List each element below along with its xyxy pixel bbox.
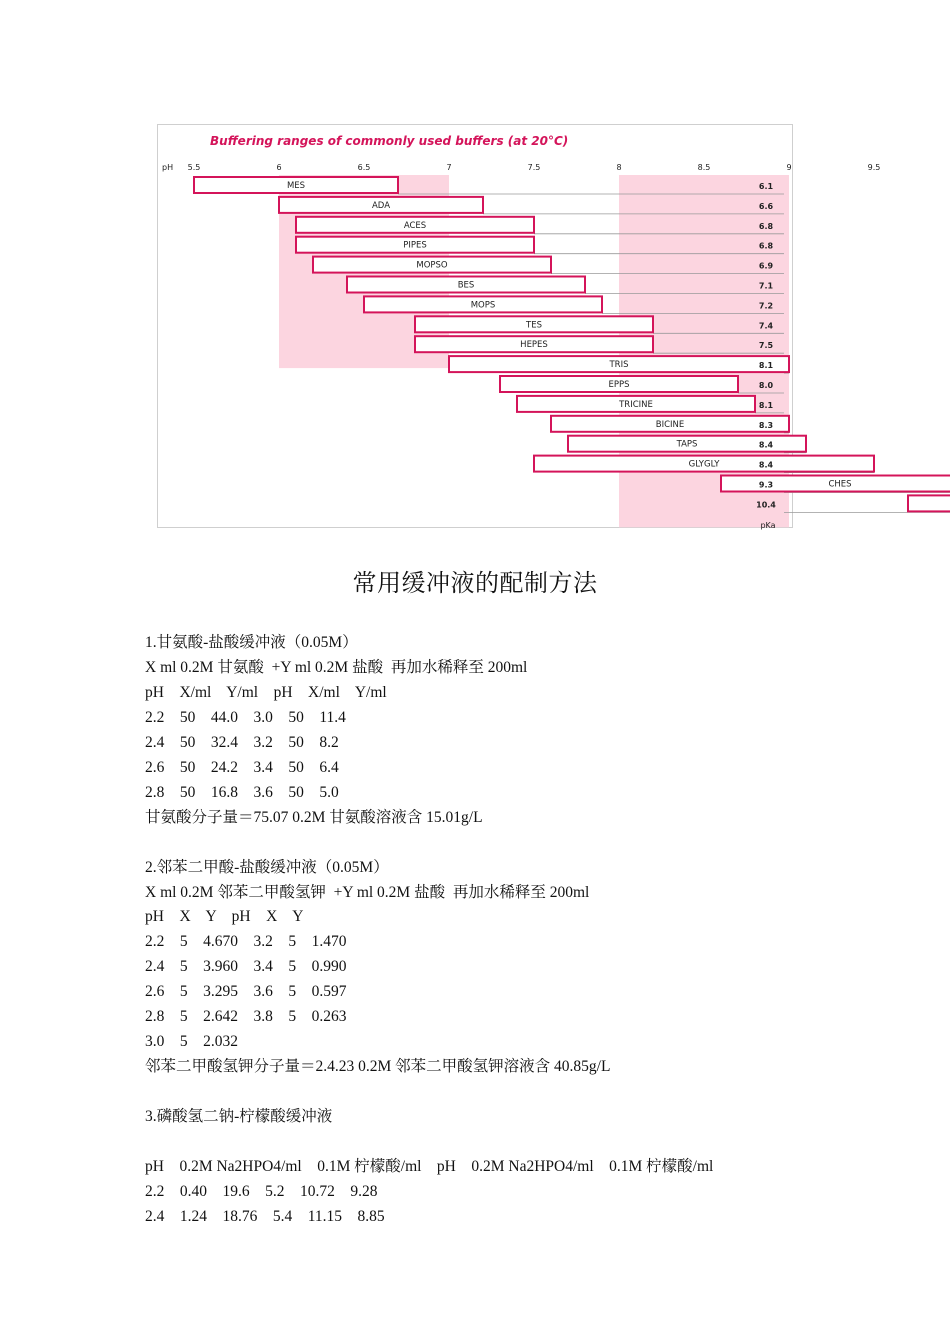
buffer-label: CHES bbox=[828, 479, 852, 490]
ph-tick-label: 7 bbox=[446, 163, 452, 172]
document-line: 2.8 50 16.8 3.6 50 5.0 bbox=[145, 783, 339, 801]
document-line: X ml 0.2M 甘氨酸 +Y ml 0.2M 盐酸 再加水稀释至 200ml bbox=[145, 658, 528, 676]
buffer-label: MOPS bbox=[470, 300, 496, 311]
pka-value: 8.3 bbox=[758, 420, 774, 430]
document-line: pH 0.2M Na2HPO4/ml 0.1M 柠檬酸/ml pH 0.2M Na2HPO4/ml 0.1M 柠檬酸/ml bbox=[145, 1157, 714, 1175]
ph-tick-label: 8 bbox=[616, 163, 622, 172]
document-line: 2.4 1.24 18.76 5.4 11.15 8.85 bbox=[145, 1207, 385, 1225]
ph-axis-label: pH bbox=[162, 163, 174, 172]
document-line: 甘氨酸分子量＝75.07 0.2M 甘氨酸溶液含 15.01g/L bbox=[145, 808, 483, 826]
buffer-range-bar bbox=[908, 495, 950, 511]
document-line: 2.2 5 4.670 3.2 5 1.470 bbox=[145, 933, 347, 951]
pka-value: 7.1 bbox=[758, 281, 774, 291]
document-title: 常用缓冲液的配制方法 bbox=[352, 571, 598, 597]
buffer-range-chart bbox=[157, 124, 881, 530]
pka-value: 6.8 bbox=[758, 221, 774, 231]
pka-value: 8.1 bbox=[758, 400, 774, 410]
document-line: 2.8 5 2.642 3.8 5 0.263 bbox=[145, 1008, 347, 1026]
chart-title: Buffering ranges of commonly used buffers (at 20°C) bbox=[210, 134, 569, 148]
document-line: 3.磷酸氢二钠-柠檬酸缓冲液 bbox=[145, 1108, 333, 1126]
buffer-label: EPPS bbox=[608, 380, 630, 390]
pka-value: 8.4 bbox=[758, 440, 774, 450]
pka-value: 8.0 bbox=[758, 381, 774, 390]
pka-value: 7.5 bbox=[758, 341, 774, 351]
document-line: 2.4 5 3.960 3.4 5 0.990 bbox=[145, 958, 347, 976]
ph-tick-label: 6 bbox=[276, 163, 282, 172]
document-line: 邻苯二甲酸氢钾分子量＝2.4.23 0.2M 邻苯二甲酸氢钾溶液含 40.85g/L bbox=[145, 1058, 611, 1076]
ph-tick-label: 9.5 bbox=[867, 163, 881, 172]
pka-value: 7.4 bbox=[758, 321, 774, 331]
document-line: 2.2 50 44.0 3.0 50 11.4 bbox=[145, 708, 346, 726]
pka-value: 10.4 bbox=[756, 500, 776, 510]
buffer-label: TES bbox=[526, 320, 542, 331]
ph-tick-label: 9 bbox=[786, 163, 792, 172]
document-line: 2.邻苯二甲酸-盐酸缓冲液（0.05M） bbox=[145, 858, 389, 876]
buffer-label: TAPS bbox=[676, 439, 698, 450]
pka-value: 6.6 bbox=[758, 201, 774, 211]
buffer-label: BICINE bbox=[655, 419, 685, 430]
buffer-label: PIPES bbox=[403, 240, 427, 251]
buffer-label: TRICINE bbox=[619, 399, 653, 410]
pka-value: 9.3 bbox=[758, 480, 774, 490]
buffer-label: GLYGLY bbox=[688, 459, 720, 470]
buffer-label: MOPSO bbox=[416, 260, 448, 271]
document-line: pH X/ml Y/ml pH X/ml Y/ml bbox=[145, 683, 387, 701]
buffer-range-chart-svg bbox=[158, 125, 881, 530]
pka-value: 8.4 bbox=[758, 460, 774, 470]
buffer-label: ADA bbox=[371, 200, 391, 211]
ph-tick-label: 6.5 bbox=[357, 163, 371, 172]
buffer-label: BES bbox=[457, 280, 475, 291]
document-line: 2.6 50 24.2 3.4 50 6.4 bbox=[145, 758, 339, 776]
ph-tick-label: 8.5 bbox=[697, 163, 711, 172]
document-line: X ml 0.2M 邻苯二甲酸氢钾 +Y ml 0.2M 盐酸 再加水稀释至 200ml bbox=[145, 883, 590, 901]
pka-value: 7.2 bbox=[758, 301, 774, 311]
buffer-label: MES bbox=[286, 181, 306, 191]
buffer-label: TRIS bbox=[609, 360, 629, 371]
ph-tick-label: 7.5 bbox=[527, 163, 541, 172]
pka-axis-label: pKa bbox=[760, 521, 776, 530]
ph-tick-label: 5.5 bbox=[187, 163, 201, 172]
pka-value: 8.1 bbox=[758, 361, 774, 371]
document-line: pH X Y pH X Y bbox=[145, 908, 304, 926]
document-line: 3.0 5 2.032 bbox=[145, 1033, 238, 1051]
document-line: 2.2 0.40 19.6 5.2 10.72 9.28 bbox=[145, 1182, 378, 1200]
document-line: 1.甘氨酸-盐酸缓冲液（0.05M） bbox=[145, 634, 358, 651]
buffer-label: ACES bbox=[403, 220, 427, 231]
pka-value: 6.8 bbox=[758, 241, 774, 251]
pka-value: 6.1 bbox=[758, 182, 774, 191]
buffer-label: HEPES bbox=[520, 340, 548, 351]
document-line: 2.4 50 32.4 3.2 50 8.2 bbox=[145, 733, 339, 751]
pka-value: 6.9 bbox=[758, 261, 774, 271]
document-line: 2.6 5 3.295 3.6 5 0.597 bbox=[145, 983, 347, 1001]
